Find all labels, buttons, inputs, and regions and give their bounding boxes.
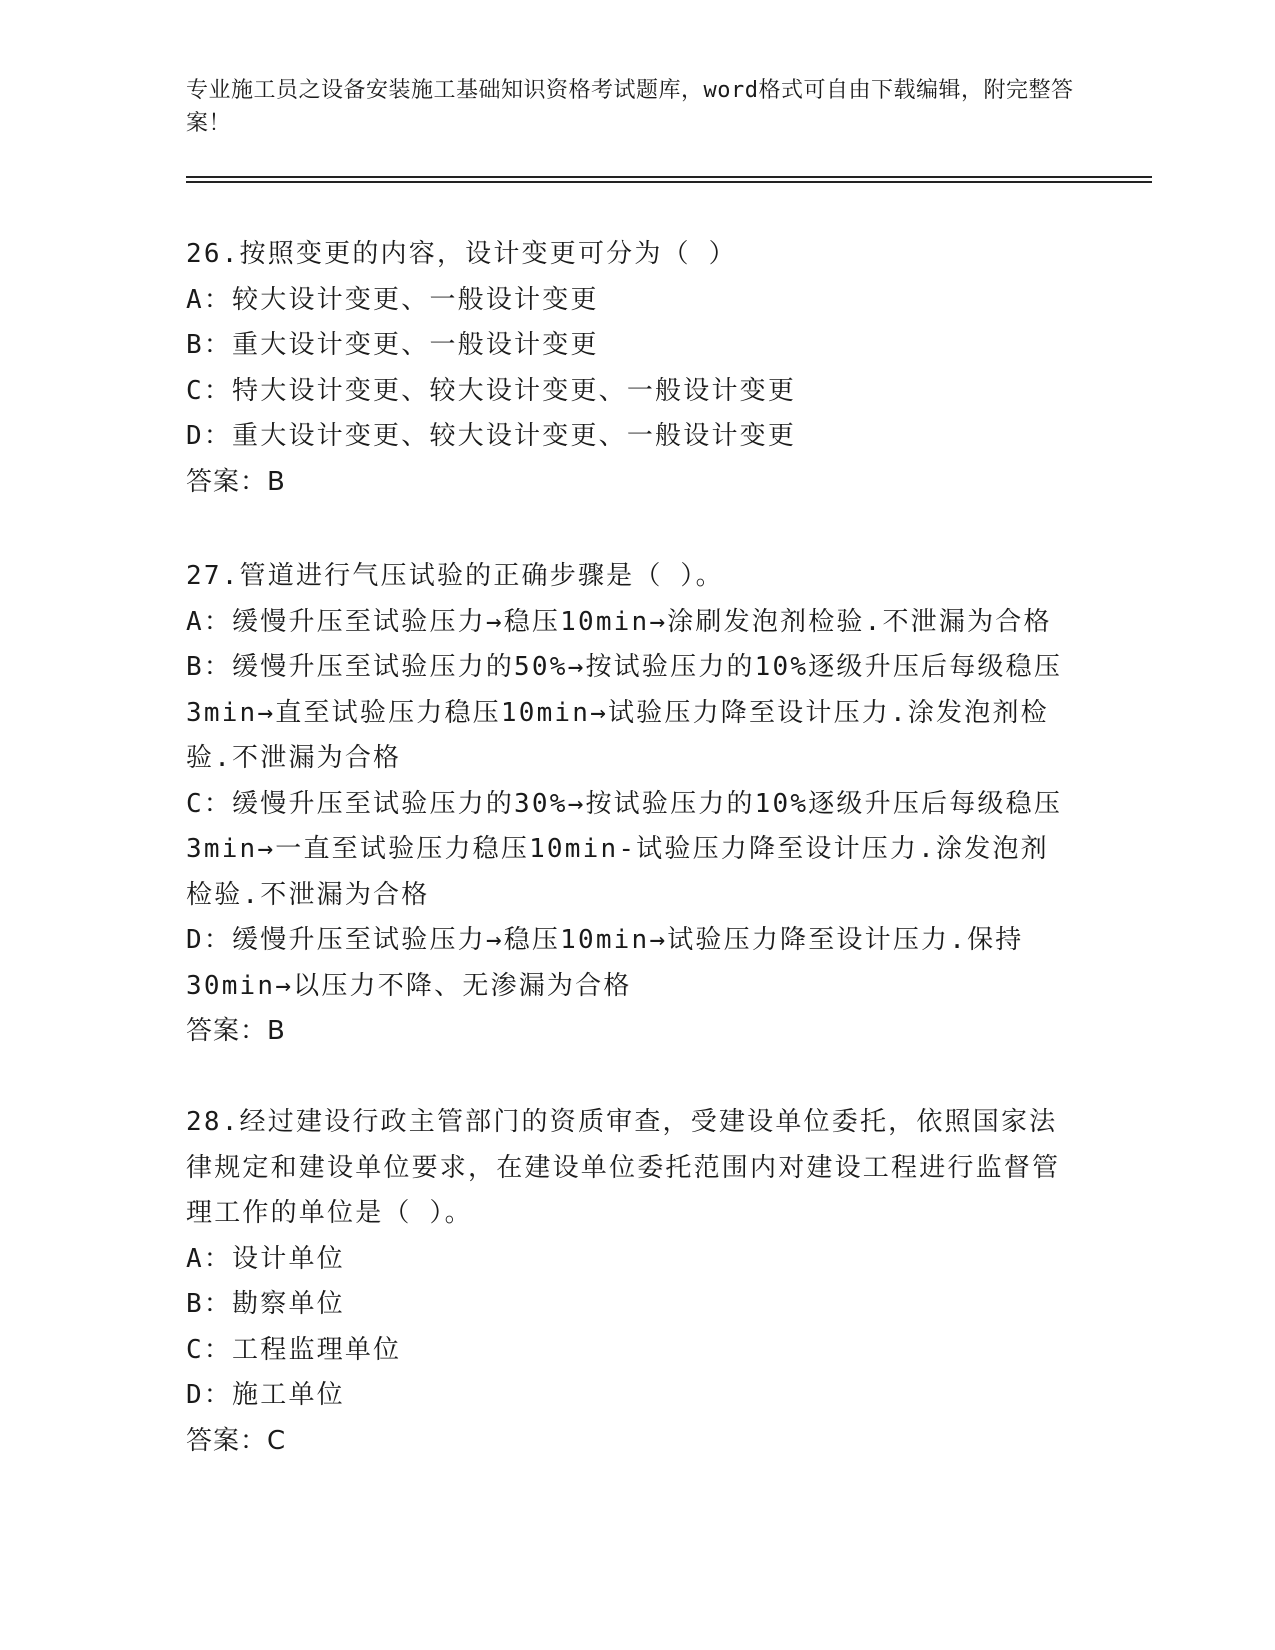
question-stem: 28.经过建设行政主管部门的资质审查，受建设单位委托，依照国家法律规定和建设单位要求，在建设单位委托范围内对建设工程进行监督管理工作的单位是（ ）。	[186, 1107, 1061, 1228]
option-b: B：勘察单位	[186, 1289, 345, 1319]
option-d: D：重大设计变更、较大设计变更、一般设计变更	[186, 421, 797, 451]
header-divider-bottom	[186, 181, 1152, 183]
option-a: A：缓慢升压至试验压力→稳压10min→涂刷发泡剂检验.不泄漏为合格	[186, 606, 1052, 637]
question-stem: 26.按照变更的内容，设计变更可分为（ ）	[186, 239, 737, 269]
question-27	[186, 554, 1076, 1055]
question-28	[186, 1100, 1076, 1464]
option-c: C：缓慢升压至试验压力的30%→按试验压力的10%逐级升压后每级稳压3min→一直至试验压力稳压10min-试验压力降至设计压力.涂发泡剂检验.不泄漏为合格	[186, 788, 1063, 910]
answer-line: 答案：C	[186, 1425, 287, 1456]
option-d: D：缓慢升压至试验压力→稳压10min→试验压力降至设计压力.保持30min→以压力不降、无渗漏为合格	[186, 925, 1024, 1001]
header-divider-top	[186, 176, 1152, 178]
question-stem: 27.管道进行气压试验的正确步骤是（ ）。	[186, 561, 724, 591]
option-b: B：缓慢升压至试验压力的50%→按试验压力的10%逐级升压后每级稳压3min→直至试验压力稳压10min→试验压力降至设计压力.涂发泡剂检验.不泄漏为合格	[186, 652, 1063, 773]
option-a: A：较大设计变更、一般设计变更	[186, 284, 599, 315]
option-b: B：重大设计变更、一般设计变更	[186, 330, 599, 360]
option-c: C：工程监理单位	[186, 1334, 402, 1365]
document-header: 专业施工员之设备安装施工基础知识资格考试题库，word格式可自由下载编辑，附完整答案！	[186, 78, 1074, 136]
option-c: C：特大设计变更、较大设计变更、一般设计变更	[186, 375, 797, 406]
option-d: D：施工单位	[186, 1380, 345, 1410]
answer-line: 答案：B	[186, 466, 286, 497]
question-26	[186, 232, 1076, 505]
answer-line: 答案：B	[186, 1016, 286, 1046]
option-a: A：设计单位	[186, 1243, 345, 1274]
